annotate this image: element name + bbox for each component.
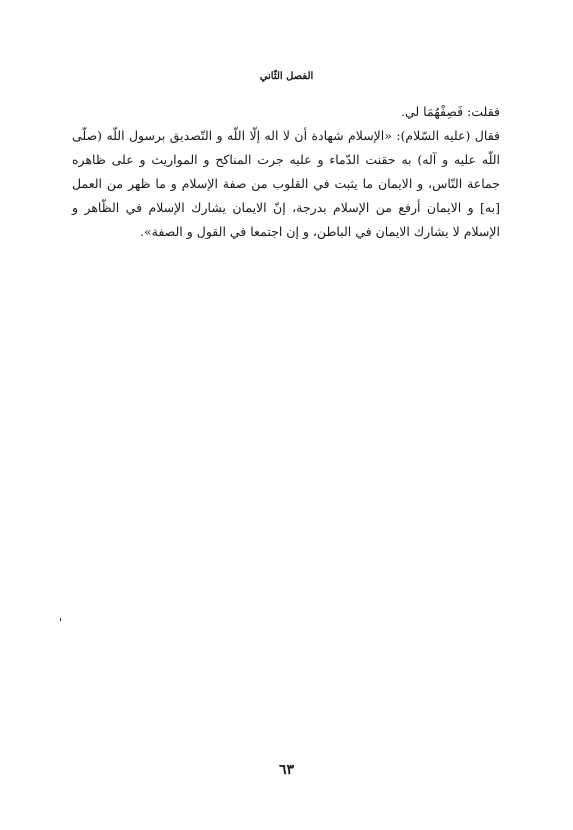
main-text — [72, 100, 500, 244]
answer-paragraph: فقال (عليه السّلام): «الإسلام شهادة أن لا اله إلّا اللّه و التّصديق برسول اللّه (صلّى اللّه عليه و آله) به حقنت الدّماء و عليه جرت المناكح و المواريث و على ظاهره جماعة النّاس، و الايمان ما يثبت في القلوب من صفة الإسلام و ما ظهر من العمل [به] و الايمان أرفع من الإسلام بدرجة، إنّ الايمان يشارك الإسلام في الظّاهر و الإسلام لا يشارك الايمان في الباطن، و إن اجتمعا في القول و الصفة». — [72, 128, 500, 239]
chapter-header: الفصل الثّاني — [259, 71, 314, 82]
question-paragraph: فقلت: فَصِفْهُمَا لي. — [400, 104, 500, 119]
margin-mark — [60, 618, 61, 621]
page-number: ٦٣ — [278, 762, 295, 778]
